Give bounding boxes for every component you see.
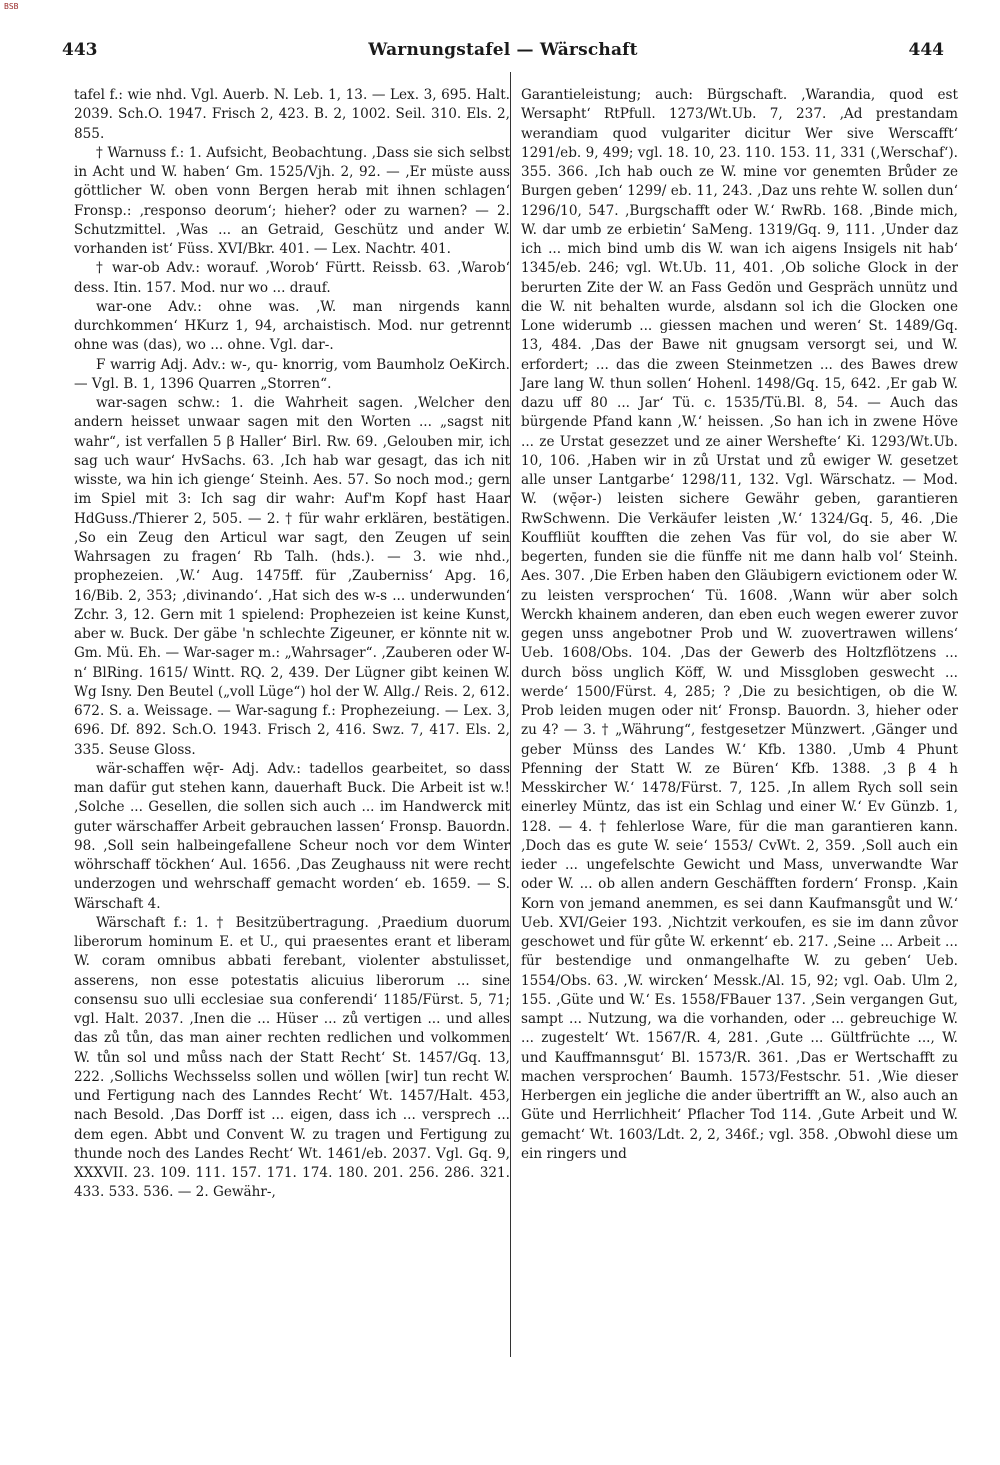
column-divider: [510, 72, 511, 1357]
right-page-number: 444: [908, 40, 944, 60]
entry-paragraph: † war-ob Adv.: worauf. ‚Worob‘ Fürtt. Reissb. 63. ‚Warob‘ dess. Itin. 157. Mod. nur wo ... drauf.: [74, 260, 510, 296]
entry-paragraph: tafel f.: wie nhd. Vgl. Auerb. N. Leb. 1, 13. — Lex. 3, 695. Halt. 2039. Sch.O. 1947. Frisch 2, 423. B. 2, 1002. Seil. 310. Els. 2, 855.: [74, 87, 510, 142]
entry-paragraph: Wärschaft f.: 1. † Besitzübertragung. ‚Praedium duorum liberorum hominum E. et U., qui praesentes erant et liberam W. coram omnibus abbati ferebant, violenter abstulisset, asserens, non esse potestatis alicuius liberorum ... sine consensu suo ulli ecclesiae sua conferendi‘ 1185/Fürst. 5, 71; vgl. Halt. 2037. ‚Inen die ... Hüser ... zů vertigen ... und alles das zů tůn, das man ainer rechten redlichen und volkommen W. tůn sol und můss nach der Statt Recht‘ St. 1457/Gq. 13, 222. ‚Sollichs Wechsselss sollen und wöllen [wir] tun recht W. und Fertigung nach des Lanndes Recht‘ Wt. 1457/Halt. 453, nach Besold. ‚Das Dorff ist ... eigen, dass ich ... versprech ... dem egen. Abbt und Convent W. zu tragen und Fertigung zu thunde noch des Landes Recht‘ Wt. 1461/eb. 2037. Vgl. Gq. 9, XXXVII. 23. 109. 111. 157. 171. 174. 180. 201. 256. 286. 321. 433. 533. 536. — 2. Gewähr-,: [74, 914, 510, 1201]
page-header: [62, 40, 944, 70]
entry-paragraph: wär-schaffen wę̄r- Adj. Adv.: tadellos gearbeitet, so dass man dafür gut stehen kann, dauerhaft Buck. Die Arbeit ist w.! ‚Solche ... Gesellen, die sollen sich auch ... im Handwerck mit guter wärschaffer Arbeit gebrauchen lassen‘ Fronsp. Bauordn. 98. ‚Soll sein halbeingefallene Scheur noch vor dem Winter wöhrschaff töckhen‘ Aul. 1656. ‚Das Zeughauss nit were recht underzogen und wehrschaff gemacht worden‘ eb. 1659. — S. Wärschaft 4.: [74, 760, 510, 912]
left-column: [74, 86, 510, 1203]
library-stamp: BSB: [4, 2, 19, 11]
entry-paragraph: war-sagen schw.: 1. die Wahrheit sagen. ‚Welcher den andern heisset unwaar sagen mit den Worten ... „sagst nit wahr“, ist verfallen 5 β Haller‘ Birl. Rw. 69. ‚Gelouben mir, ich sag uch waur‘ HvSachs. 63. ‚Ich hab war gesagt, das ich nit wisste, wa hin ich gienge‘ Steinh. Aes. 57. So noch mod.; gern im Spiel mit 3: Ich sag dir wahr: Auf'm Kopf hast Haar HdGuss./Thierer 2, 505. — 2. † für wahr erklären, bestätigen. ‚So ein Zeug den Articul war sagt, den Zeugen uf sein Wahrsagen zu fragen‘ Rb Talh. (hds.). — 3. wie nhd., prophezeien. ‚W.‘ Aug. 1475ff. für ‚Zauberniss‘ Apg. 16, 16/Bib. 2, 353; ‚divinando‘. ‚Hat sich des w-s ... underwunden‘ Zchr. 3, 12. Gern mit 1 spielend: Prophezeien ist keine Kunst, aber w. Buck. Der gäbe 'n schlechte Zigeuner, er könnte nit w. Gm. Mü. Eh. — War-sager m.: „Wahrsager“. ‚Zauberen oder W-n‘ BlRing. 1615/ Wintt. RQ. 2, 439. Der Lügner gibt keinen W. Wg Isny. Den Beutel („voll Lüge“) hol der W. Allg./ Reis. 2, 612. 672. S. a. Weissage. — War-sagung f.: Prophezeiung. — Lex. 3, 696. Df. 892. Sch.O. 1943. Frisch 2, 416. Swz. 7, 417. Els. 2, 335. Seuse Gloss.: [74, 395, 510, 758]
entry-paragraph: F warrig Adj. Adv.: w-, qu- knorrig, vom Baumholz OeKirch. — Vgl. B. 1, 1396 Quarren „Storren“.: [74, 356, 510, 392]
entry-paragraph: † Warnuss f.: 1. Aufsicht, Beobachtung. ‚Dass sie sich selbst in Acht und W. haben‘ Gm. 1525/Vjh. 2, 92. — ‚Er müste auss göttlicher W. oben vonn Bergen herab mit ihnen schlagen‘ Fronsp.: ‚responso deorum‘; hieher? oder zu warnen? — 2. Schutzmittel. ‚Was ... an Getraid, Geschütz und ander W. vorhanden ist‘ Füss. XVI/Bkr. 401. — Lex. Nachtr. 401.: [74, 144, 510, 257]
entry-paragraph: war-one Adv.: ohne was. ‚W. man nirgends kann durchkommen‘ HKurz 1, 94, archaistisch. Mod. nur getrennt ohne was (das), wo ... ohne. Vgl. dar-.: [74, 298, 510, 354]
running-title: Warnungstafel — Wärschaft: [368, 40, 638, 60]
right-column: [521, 86, 958, 1164]
entry-paragraph: Garantieleistung; auch: Bürgschaft. ‚Warandia, quod est Wersapht‘ RtPfull. 1273/Wt.Ub. 7, 237. ‚Ad prestandam werandiam quod vulgariter dicitur Wer sive Werscafft‘ 1291/eb. 9, 499; vgl. 18. 10, 23. 110. 153. 11, 331 (‚Werschaf‘). 355. 366. ‚Ich hab ouch ze W. mine vor genemten Brůder ze Burgen geben‘ 1299/ eb. 11, 243. ‚Daz uns rehte W. sollen dun‘ 1296/10, 547. ‚Burgschafft oder W.‘ RwRb. 168. ‚Binde mich, W. dar umb ze erbietin‘ SaMeng. 1319/Gq. 9, 111. ‚Under daz ich ... mich bind umb dis W. wan ich aigens Insigels nit hab‘ 1345/eb. 246; vgl. Wt.Ub. 11, 401. ‚Ob soliche Glock in der berurten Zite der W. an Fass Gedön und Gespräch unnütz und die W. nit behalten wurde, alsdann sol ich die Glocken one Lone widerumb ... giessen machen und weren‘ St. 1489/Gq. 13, 484. ‚Das der Bawe nit gnugsam versorgt sei, und W. erfordert; ... das die zween Steinmetzen ... des Bawes drew Jare lang W. thun sollen‘ Hohenl. 1498/Gq. 15, 642. ‚Er gab W. dazu uff 80 ... Jar‘ Tü. c. 1535/Tü.Bl. 8, 54. — Auch das bürgende Pfand kann ‚W.‘ heissen. ‚So han ich in zwene Höve ... ze Urstat gesezzet und ze ainer Wershefte‘ Ki. 1293/Wt.Ub. 10, 106. ‚Haben wir in zů Urstat und zů ewiger W. gesetzet alle unser Lantgarbe‘ 1298/11, 132. Vgl. Wärschatz. — Mod. W. (wę̄ər-) leisten sichere Gewähr geben, garantieren RwSchwenn. Die Verkäufer leisten ‚W.‘ 1324/Gq. 5, 46. ‚Die Kouffliüt koufften die zehen Vas für vol, do sie aber W. begerten, funden sie die fünffe nit me dann halb vol‘ Steinh. Aes. 307. ‚Die Erben haben den Gläubigern evictionem oder W. zu leisten versprochen‘ Tü. 1608. ‚Wann wür aber solch Werckh khainem anderen, dan eben euch wegen ewerer zuvor gegen unss angebotner Prob und W. zuovertrawen willens‘ Ueb. 1608/Obs. 104. ‚Das der Gewerb des Holtzflötzens ... durch böss unglich Köff, W. und Missgloben geswecht ... werde‘ 1500/Fürst. 4, 285; ? ‚Die zu besichtigen, ob die W. Prob leiden mugen oder nit‘ Fronsp. Bauordn. 3, hieher oder zu 4? — 3. † „Währung“, festgesetzer Münzwert. ‚Gänger und geber Münss des Landes W.‘ Kfb. 1380. ‚Umb 4 Phunt Pfenning der Statt W. ze Büren‘ Kfb. 1388. ‚3 β 4 h Messkircher W.‘ 1478/Fürst. 7, 125. ‚In allem Rych soll sein einerley Müntz, das ist ein Schlag und einer W.‘ Ev Günzb. 1, 128. — 4. † fehlerlose Ware, für die man garantieren kann. ‚Doch das es gute W. seie‘ 1553/ CvWt. 2, 359. ‚Soll auch ein ieder ... ungefelschte Gewicht und Mass, unverwandte War oder W. ... ob allen andern Geschäfften fordern‘ Fronsp. ‚Kain Korn von jemand anemmen, es sei dann Kaufmansgůt und W.‘ Ueb. XVI/Geier 193. ‚Nichtzit verkoufen, es sie im dann zůvor geschowet und für gůte W. erkennt‘ eb. 217. ‚Seine ... Arbeit ... für bestendige und onmangelhafte W. zu geben‘ Ueb. 1554/Obs. 63. ‚W. wircken‘ Messk./Al. 15, 92; vgl. Oab. Ulm 2, 155. ‚Güte und W.‘ Es. 1558/FBauer 137. ‚Sein vergangen Gut, sampt ... Nutzung, wa die vorhanden, oder ... gebreuchige W. ... zugestelt‘ Wt. 1567/R. 4, 281. ‚Gute ... Gültfrüchte ..., W. und Kauffmannsgut‘ Bl. 1573/R. 361. ‚Das er Wertschafft zu machen versprochen‘ Baumh. 1573/Festschr. 51. ‚Wie dieser Herbergen ein jegliche die ander übertrifft an W., also auch an Güte und Herrlichheit‘ Pflacher Tod 114. ‚Gute Arbeit und W. gemacht‘ Wt. 1603/Ldt. 2, 2, 346f.; vgl. 358. ‚Obwohl diese um ein ringers und: [521, 87, 958, 1162]
left-page-number: 443: [62, 40, 98, 60]
